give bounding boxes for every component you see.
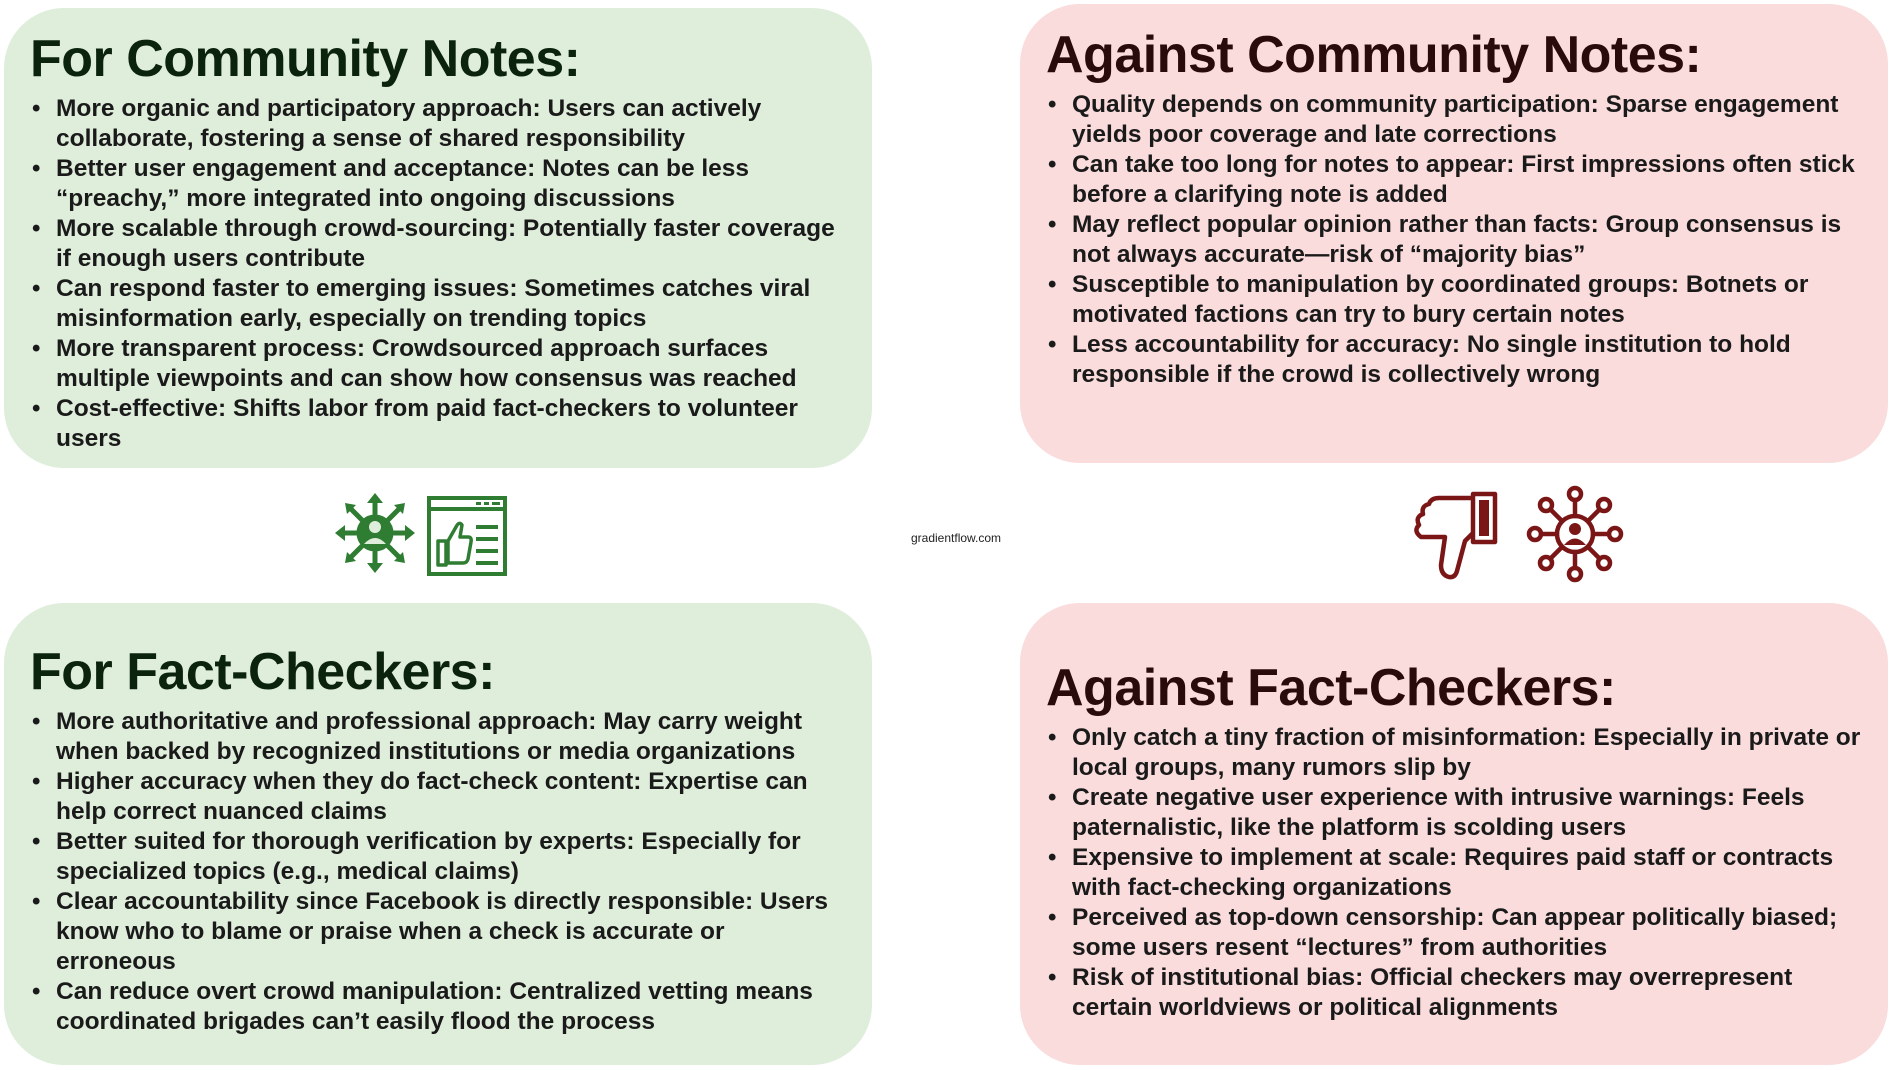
list-item: • Can take too long for notes to appear: First impressions often stick before a clarifying note is added: [1046, 150, 1866, 210]
list-item: • Clear accountability since Facebook is directly responsible: Users know who to blame or praise when a check is accurate or erroneous: [30, 887, 850, 977]
list-item: • Susceptible to manipulation by coordinated groups: Botnets or motivated factions can try to bury certain notes: [1046, 270, 1866, 330]
list-item: • Cost-effective: Shifts labor from paid fact-checkers to volunteer users: [30, 394, 850, 454]
list-item: • More scalable through crowd-sourcing: Potentially faster coverage if enough users contribute: [30, 214, 850, 274]
crowd-network-icon: [334, 492, 416, 574]
cons-list: [1046, 90, 1866, 390]
thumbs-down-icon: [1413, 490, 1499, 582]
list-item: • May reflect popular opinion rather than facts: Group consensus is not always accurate—risk of “majority bias”: [1046, 210, 1866, 270]
list-item: • Perceived as top-down censorship: Can appear politically biased; some users resent “lectures” from authorities: [1046, 903, 1866, 963]
cons-list: [1046, 723, 1866, 1023]
list-item: • Higher accuracy when they do fact-check content: Expertise can help correct nuanced claims: [30, 767, 850, 827]
list-item: • Better suited for thorough verification by experts: Especially for specialized topics (e.g., medical claims): [30, 827, 850, 887]
for-community-notes-card: [4, 8, 872, 468]
card-title: Against Fact-Checkers:: [1046, 659, 1616, 717]
list-item: • Risk of institutional bias: Official checkers may overrepresent certain worldviews or political alignments: [1046, 963, 1866, 1023]
list-item: • Expensive to implement at scale: Requires paid staff or contracts with fact-checking organizations: [1046, 843, 1866, 903]
pros-list: [30, 707, 850, 1037]
list-item: • Better user engagement and acceptance: Notes can be less “preachy,” more integrated into ongoing discussions: [30, 154, 850, 214]
card-title: Against Community Notes:: [1046, 26, 1702, 84]
card-title: For Community Notes:: [30, 30, 581, 88]
list-item: • Less accountability for accuracy: No single institution to hold responsible if the crowd is collectively wrong: [1046, 330, 1866, 390]
pros-list: [30, 94, 850, 454]
person-network-icon: [1525, 484, 1625, 584]
watermark: gradientflow.com: [911, 531, 1002, 545]
against-community-notes-card: [1020, 4, 1888, 463]
for-fact-checkers-card: [4, 603, 872, 1065]
list-item: • More authoritative and professional approach: May carry weight when backed by recognized institutions or media organizations: [30, 707, 850, 767]
list-item: • Can respond faster to emerging issues: Sometimes catches viral misinformation early, especially on trending topics: [30, 274, 850, 334]
list-item: • Create negative user experience with intrusive warnings: Feels paternalistic, like the platform is scolding users: [1046, 783, 1866, 843]
against-fact-checkers-card: [1020, 603, 1888, 1065]
list-item: • More transparent process: Crowdsourced approach surfaces multiple viewpoints and can show how consensus was reached: [30, 334, 850, 394]
card-title: For Fact-Checkers:: [30, 643, 495, 701]
list-item: • More organic and participatory approach: Users can actively collaborate, fostering a sense of shared responsibility: [30, 94, 850, 154]
list-item: • Only catch a tiny fraction of misinformation: Especially in private or local groups, many rumors slip by: [1046, 723, 1866, 783]
list-item: • Quality depends on community participation: Sparse engagement yields poor coverage and late corrections: [1046, 90, 1866, 150]
list-item: • Can reduce overt crowd manipulation: Centralized vetting means coordinated brigades can’t easily flood the process: [30, 977, 850, 1037]
thumbs-up-webpage-icon: [426, 495, 508, 577]
